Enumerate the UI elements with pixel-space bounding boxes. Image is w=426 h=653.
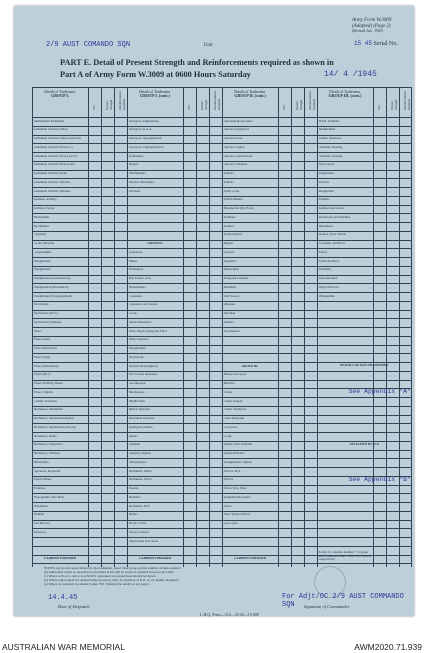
form-reference: [352, 18, 391, 35]
trade-name: Cooks: [223, 434, 232, 438]
trade-name: Whitesmiths: [318, 294, 335, 298]
trade-name: Linemen, Signals: [128, 452, 151, 456]
trade-name: Height Taker: [128, 399, 146, 403]
trade-name: Artificer, Tayloe: [33, 207, 55, 211]
column-heading-text: Details of Tradesmen.: [44, 90, 76, 94]
row-rule: [32, 178, 412, 179]
row-rule: [32, 240, 412, 241]
attached-heading: ATTACHED BY W.E.: [349, 443, 380, 447]
subcolumn-heading: Reinforcements Required.: [403, 91, 411, 110]
subcolumn-heading: W.E.: [377, 104, 381, 110]
trade-name: Brk. Cond's. Asst.: [128, 277, 152, 281]
trade-name: Machinists, Metal: [128, 469, 152, 473]
column-heading: [32, 90, 88, 98]
trade-name: Fitters: [33, 329, 42, 333]
column-heading: [127, 90, 183, 98]
totals-note: Totals of columns marked * to agree with columns 4 and 1 and 15 of Part A respectively.: [318, 550, 371, 562]
trade-name: Roughriders: [318, 189, 335, 193]
trade-name: Bakers: [128, 259, 138, 263]
row-rule: [32, 143, 412, 144]
trade-name: Leather Artificers: [318, 137, 342, 141]
serial-number: [354, 40, 398, 47]
trade-name: Linemen: [128, 443, 140, 447]
trade-name: Mechanics, Instrument (Signal): [33, 417, 74, 421]
trade-name: Surveyors, R.A.A.: [128, 128, 153, 132]
note-line: (b) Authorized trades or specialist not included in list will be added as required in spaces provided.: [44, 570, 175, 574]
signature-typed: For Adjt/OC 2/9 AUST COMMANDO SQN: [282, 593, 404, 609]
trade-name: Hammermen: [318, 128, 336, 132]
date-typed: 14/ 4 /1945: [324, 70, 377, 79]
trade-name: Surveyors, Topographical: [128, 137, 162, 141]
trade-name: Turners: [128, 163, 139, 167]
trade-name: Armament Artificers Fitter: [33, 128, 68, 132]
trade-name: Telecentreman: [318, 277, 338, 281]
trade-name: Intelligence Duties: [128, 425, 153, 429]
column-group: GROUP II. (cont.): [234, 93, 266, 98]
trade-name: Carpenters: [128, 294, 143, 298]
trade-name: Electricians (M.T.): [33, 312, 58, 316]
column-heading: [317, 90, 373, 98]
trade-name: Armament Artificer Wireless: [33, 189, 71, 193]
trade-name: Saddlers and tailors: [318, 207, 344, 211]
note-line: (e) Where not required in column 6 enter 'Nil' .Tabulate the details as per page 1.: [44, 582, 151, 586]
trade-name: Bootmakers: [33, 224, 49, 228]
row-rule: [32, 117, 412, 118]
row-rule: [32, 528, 412, 529]
trade-name: Surveyors, Engineering: [128, 119, 159, 123]
subcolumn-heading: Present Strength.: [200, 99, 208, 110]
row-rule: [32, 502, 412, 503]
trade-name: Operating Room Assts.: [223, 119, 254, 123]
subcolumn-heading: Present Strength.: [295, 99, 303, 110]
despatch-date-label: Date of Despatch: [58, 604, 90, 609]
row-rule: [32, 397, 412, 398]
row-rule: [32, 406, 412, 407]
trade-name: Fitter Trades Drivers: [223, 513, 251, 517]
trade-name: Draughtsmen, Signals: [223, 460, 252, 464]
trade-name: Toolmakers: [128, 154, 144, 158]
trade-name: Surveyors, Trigonometrical: [128, 145, 164, 149]
trade-name: Wreckers: [128, 189, 141, 193]
row-rule: [32, 205, 412, 206]
row-rule: [32, 170, 412, 171]
row-rule: [32, 275, 412, 276]
row-rule: [32, 380, 412, 381]
trade-name: Electricians (Engineer): [128, 364, 158, 368]
trade-name: Pastry Cook: [223, 189, 240, 193]
subcolumn-heading: W.E.: [92, 104, 96, 110]
trade-name: Armament Artificer Radio: [33, 172, 68, 176]
trade-name: Gas Layers: [223, 522, 238, 526]
subcolumn-heading: Reinforcements Required.: [213, 91, 221, 110]
trade-name: Mechanics, Instrument (Aircraft): [33, 425, 76, 429]
trade-name: Draughtsmen: [33, 259, 51, 263]
trade-name: Painters: [223, 180, 234, 184]
row-rule: [32, 292, 412, 293]
row-rule: [32, 546, 412, 547]
trade-name: Mechanics, Typewriter: [33, 443, 63, 447]
trade-name: Battery Surveyors: [223, 373, 247, 377]
row-rule: [32, 493, 412, 494]
trade-name: Welders: [223, 320, 234, 324]
trade-name: Tailors: [318, 250, 328, 254]
row-rule: [32, 318, 412, 319]
trade-name: Armourers: [128, 250, 143, 254]
row-rule: [32, 266, 412, 267]
notes-block: [44, 566, 404, 586]
row-rule: [32, 511, 412, 512]
trade-name: Radiographers: [223, 233, 243, 237]
trade-name: Plumbers: [223, 215, 236, 219]
trade-name: Mechanics, Wireless: [33, 452, 60, 456]
row-rule: [32, 161, 412, 162]
row-rule: [32, 423, 412, 424]
trade-name: Pharmacists (Dry Pack): [223, 207, 254, 211]
trade-name: Dental Clerk Orderlies: [223, 443, 253, 447]
trade-name: Orderlies, Nursing: [318, 154, 343, 158]
subcolumn-heading: Present Strength.: [390, 99, 398, 110]
trade-name: Draughtsmen (Architectural): [33, 277, 71, 281]
trade-name: Cooks: [128, 312, 137, 316]
row-rule: [32, 345, 412, 346]
trade-name: Driver Mech. (Eng) and Fitter: [128, 329, 167, 333]
trade-name: Electricians: [128, 355, 144, 359]
subcolumn-heading: Present Strength.: [105, 99, 113, 110]
row-rule: [32, 432, 412, 433]
trade-name: Fitters (Sigs): [33, 355, 51, 359]
trade-name: Operator, Line: [223, 137, 243, 141]
trade-name: Carpenters and Joiners: [128, 303, 158, 307]
trade-name: Clerks, Supply: [223, 399, 243, 403]
trade-name: Masons: [128, 487, 139, 491]
trade-name: Fitters, Signals: [33, 390, 53, 394]
trade-name: Armament Artificer Wireless: [33, 180, 71, 184]
trade-name: Mechanics, Radio: [33, 434, 57, 438]
despatch-date-typed: 14.4.45: [48, 594, 78, 602]
trade-name: Gas Operator: [128, 382, 146, 386]
form-ref-line: (Adapted) (Page 2): [352, 23, 391, 29]
trade-name: Draughtsmen: [128, 347, 146, 351]
trade-name: Armament Artificers Fitter (Aircraft): [33, 137, 81, 141]
trade-name: Clerks, Technical: [223, 408, 246, 412]
trade-name: Tinsmiths: [223, 285, 237, 289]
trade-name: Cooks, Hospital: [33, 242, 55, 246]
subcolumn-heading: Reinforcements Required.: [118, 91, 126, 110]
carried-forward-label: CARRIED FORWARD: [233, 557, 267, 561]
note-line: NOTES.-(a) In each space allotted to the tradesmen, insert trade group and the number of men required.: [44, 566, 182, 570]
row-rule: [32, 353, 412, 354]
trade-name: Surveyors: [33, 530, 47, 534]
trade-name: Electricians (Signals): [33, 320, 61, 324]
row-rule: [32, 187, 412, 188]
trade-name: Plumber: [33, 513, 45, 517]
trade-name: Carpenter: [33, 233, 47, 237]
trade-name: Driver Tyre, Plant: [223, 487, 247, 491]
trade-name: Signallers: [223, 259, 237, 263]
column-group: GROUP III. (cont.): [328, 93, 362, 98]
trade-name: Armament Artificer Fitter (A.F.V.): [33, 154, 78, 158]
unit-line: [46, 40, 213, 49]
trade-name: Wireless Mechanics: [128, 180, 155, 184]
appendix-a-typed: See Appendix "A": [348, 388, 411, 396]
column-heading-text: Details of Tradesmen.: [329, 90, 361, 94]
trade-name: Fitters: [223, 504, 232, 508]
unit-typed: 2/9 AUST COMANDO SQN: [46, 41, 131, 49]
trade-name: Operator, Signal: [223, 145, 245, 149]
top-rule: [32, 87, 412, 88]
carried-forward-label: CARRIED FORWARD: [43, 557, 77, 561]
trade-name: Motor Cyclist: [128, 522, 147, 526]
strength-table: [32, 87, 412, 567]
trade-name: Butchers: [223, 382, 235, 386]
trade-name: Saw Doctors: [33, 522, 50, 526]
trade-name: Hairdressers: [128, 390, 145, 394]
trade-name: Telegraph Linemen: [223, 277, 249, 281]
trade-name: Pointers: [223, 224, 234, 228]
row-rule: [32, 458, 412, 459]
trade-name: Drivers: [223, 478, 234, 482]
trade-name: Bricklayers: [128, 268, 144, 272]
trade-name: Concreters: [223, 425, 238, 429]
trade-name: Mechanics, Instrument: [33, 408, 63, 412]
trade-name: Rangetakers: [318, 172, 335, 176]
form-title-line1: PART E. Detail of Present Strength and Reinforcements required as shown in: [60, 58, 334, 67]
trade-name: Armament Artificer Fitter (G.): [33, 145, 73, 149]
trade-name: Stokers, Steer Station: [318, 233, 347, 237]
trade-name: Ammunition Examiners: [33, 119, 65, 123]
form-title-line2: Part A of Army Form W.3009 at 0600 Hours Saturday: [60, 70, 251, 79]
form-ref-line: Army Form W.3009: [352, 18, 392, 23]
row-rule: [32, 450, 412, 451]
trade-name: Moulders: [128, 495, 141, 499]
serial-typed: 15 45: [354, 40, 373, 47]
trade-name: Painters: [223, 172, 234, 176]
trade-name: Hollow Operator: [128, 408, 151, 412]
row-rule: [32, 213, 412, 214]
trade-name: Sheetmetal: [318, 224, 333, 228]
trade-name: Fitters (Instrument): [33, 364, 59, 368]
subcolumn-heading: Reinforcements Required.: [308, 91, 316, 110]
trade-name: Shipwrights: [223, 268, 239, 272]
row-rule: [32, 563, 412, 564]
subcolumn-heading: W.E.: [187, 104, 191, 110]
trade-name: Millwrights: [33, 460, 49, 464]
trade-name: Plate Layers: [318, 163, 335, 167]
trade-name: Wiremen: [223, 312, 236, 316]
trade-name: Fitters (Gun): [33, 338, 51, 342]
trade-name: Operator, Switchboard: [223, 154, 253, 158]
trade-name: Fitters (Electrical): [33, 347, 57, 351]
unit-label: Unit: [203, 43, 213, 48]
trade-name: Drivers, M.T.: [223, 469, 241, 473]
trade-name: Electricians: [33, 303, 49, 307]
trade-name: Dental Mechanics: [128, 320, 152, 324]
trade-name: Instrument Operator: [128, 417, 155, 421]
credit-accession: AWM2020.71.939: [354, 642, 422, 652]
trade-name: Clerks: [223, 390, 232, 394]
trade-name: Draughtsmen (Mechanical): [33, 285, 69, 289]
column-group: GROUP I. (cont.): [140, 93, 170, 98]
trade-name: Tinsmiths: [318, 268, 332, 272]
credit-institution: AUSTRALIAN WAR MEMORIAL: [2, 642, 125, 652]
row-rule: [32, 415, 412, 416]
form-sheet: [14, 6, 414, 616]
trade-name: Fire Control Operators: [128, 373, 158, 377]
row-rule: [32, 231, 412, 232]
trade-name: Lithographers: [128, 460, 147, 464]
trade-name: Boilermakers: [128, 285, 146, 289]
trade-name: Despatch Riders: [223, 452, 245, 456]
trade-name: Mechanics, M.T.: [128, 504, 151, 508]
trade-name: Sawyers: [223, 250, 235, 254]
row-rule: [32, 283, 412, 284]
trade-name: Equipment Repairers: [223, 495, 251, 499]
trade-name: Draughtsmen: [33, 268, 51, 272]
trade-name: Coppersmiths: [33, 250, 52, 254]
column-group: GROUP I.: [51, 93, 69, 98]
row-rule: [32, 248, 412, 249]
trade-name: Clerk Telegraph: [223, 417, 245, 421]
trade-name: Wheelers: [223, 303, 236, 307]
trade-name: Armament Artificer Fitter (Gun): [33, 163, 75, 167]
note-line: (c) Where A.W.A.S. and/or A.A.M.W.S. personnel are posted these should be shown.: [44, 574, 157, 578]
trade-name: Nurses, Trained: [128, 530, 149, 534]
note-line: (d) Where replacement not desired make necessary entry by insertion of N.R. in col. Reinfs. Required.: [44, 578, 180, 582]
trade-name: Woodturners: [223, 329, 240, 333]
trade-name: Blacksmiths: [33, 215, 50, 219]
row-rule: [32, 222, 412, 223]
nontradesmen-heading: DETAILS OF NON-TRADESMEN.: [340, 363, 389, 367]
trade-name: Fitters (M.T.): [33, 373, 51, 377]
trade-name: Machinists, Wood: [128, 478, 152, 482]
trade-name: Orderlies, Nursing: [318, 145, 343, 149]
row-rule: [32, 152, 412, 153]
trade-name: H.P.O. Sentinels: [318, 119, 340, 123]
trade-name: Wagon Erectors: [318, 285, 339, 289]
row-rule: [32, 257, 412, 258]
trade-name: Shoeblacks and Saddlers: [318, 215, 351, 219]
row-rule: [32, 135, 412, 136]
trade-name: Storemen, Technical: [318, 242, 345, 246]
row-rule: [32, 520, 412, 521]
trade-name: Photographer, Hot Plate: [33, 495, 65, 499]
trade-name: Joiners: [128, 434, 138, 438]
trade-name: Saddlers: [318, 198, 330, 202]
row-rule: [32, 537, 412, 538]
column-heading: [222, 90, 278, 98]
group-heading: GROUP III.: [241, 364, 259, 368]
trade-name: Platemaker: [33, 504, 48, 508]
trade-name: Fitters, Railway Diesel: [33, 382, 63, 386]
row-rule: [32, 301, 412, 302]
trade-name: Pattern Makers: [223, 198, 243, 202]
form-ref-line: (Revised Jan., 1943): [352, 29, 384, 33]
carried-forward-label: CARRIED FORWARD: [138, 557, 172, 561]
trade-name: Riveters: [318, 180, 330, 184]
row-rule: [32, 327, 412, 328]
trade-name: Artificer, Artillery: [33, 198, 57, 202]
row-rule: [32, 371, 412, 372]
trade-name: Millers: [128, 513, 138, 517]
group-heading: GROUP II.: [147, 242, 163, 246]
serial-label: Serial No.: [373, 41, 398, 47]
trade-name: Operator, Keyboard: [223, 128, 249, 132]
appendix-b-typed: See Appendix "B": [348, 475, 411, 483]
row-rule: [32, 196, 412, 197]
trade-name: Grinder, Precision: [33, 399, 57, 403]
row-rule: [32, 126, 412, 127]
trade-name: Draughtsmen (Topographical): [33, 294, 72, 298]
row-rule: [32, 310, 412, 311]
trade-name: Driver Operator: [128, 338, 149, 342]
printer-imprint: L.H.Q. Press—314—31/43—15,000: [200, 612, 259, 617]
row-rule: [32, 336, 412, 337]
row-rule: [32, 485, 412, 486]
row-rule: [32, 441, 412, 442]
trade-name: Plumbers: [33, 487, 46, 491]
column-heading-text: Details of Tradesmen.: [139, 90, 171, 94]
trade-name: Operator, Wireless: [223, 163, 248, 167]
trade-name: Operators, Keyboard: [33, 469, 61, 473]
trade-name: Riggers: [223, 242, 234, 246]
row-rule: [32, 467, 412, 468]
trade-name: Textile Refitters: [318, 259, 340, 263]
subcolumn-heading: W.E.: [282, 104, 286, 110]
trade-name: Pattern Maker: [33, 478, 52, 482]
trade-name: Wall Sawers: [223, 294, 240, 298]
signature-label: Signature of Commander: [304, 604, 350, 609]
trade-name: Observation Post Assts.: [128, 539, 159, 543]
trade-name: Watchmakers: [128, 172, 146, 176]
column-heading-text: Details of Tradesmen.: [234, 90, 266, 94]
